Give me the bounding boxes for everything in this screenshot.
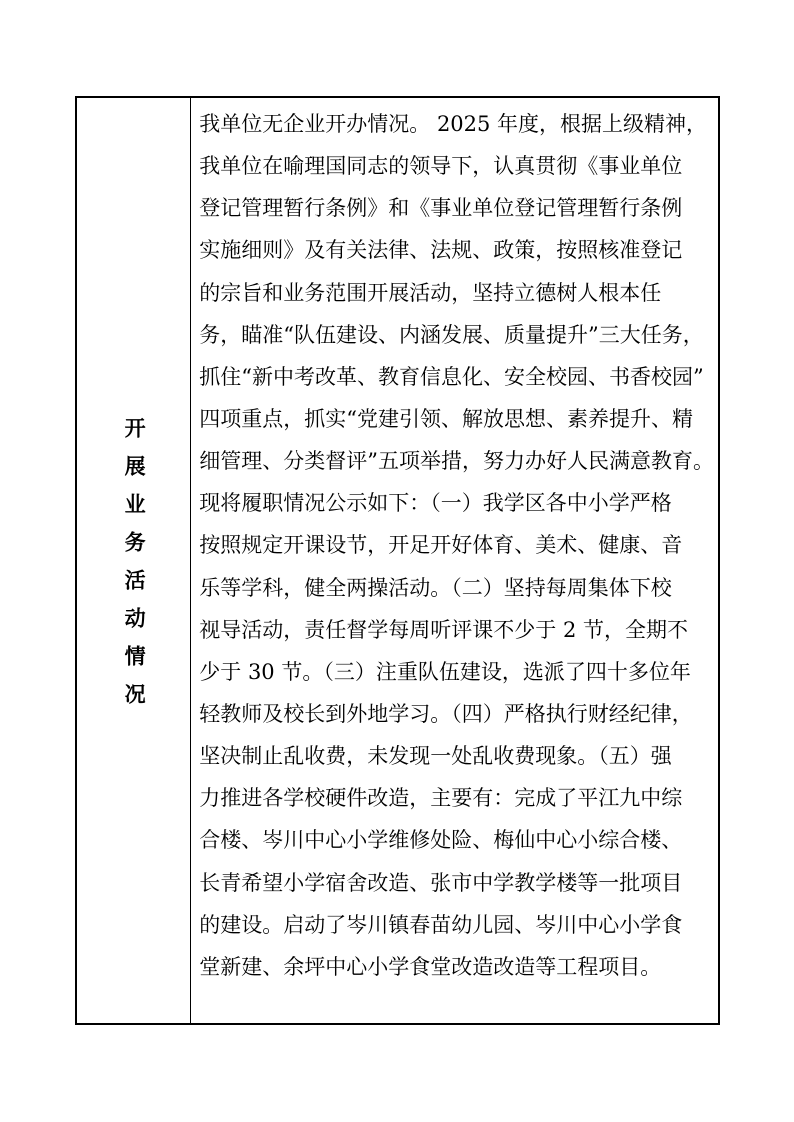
content-line: 我单位无企业开办情况。 2025 年度，根据上级精神， [199,112,708,136]
content-line: 乐等学科，健全两操活动。（二）坚持每周集体下校 [199,575,672,600]
section-label-cell [77,98,191,1023]
content-line: 按照规定开课设节，开足开好体育、美术、健康、音 [199,533,683,558]
content-line: 视导活动，责任督学每周听评课不少于 2 节，全期不 [199,617,688,642]
content-line: 堂新建、余坪中心小学食堂改造改造等工程项目。 [199,954,662,979]
content-line: 现将履职情况公示如下：（一）我学区各中小学严格 [199,491,672,516]
content-line: 实施细则》及有关法律、法规、政策，按照核准登记 [199,238,683,263]
content-line: 四项重点，抓实“党建引领、解放思想、素养提升、精 [199,406,693,431]
content-line: 的建设。启动了岑川镇春苗幼儿园、岑川中心小学食 [199,912,683,937]
content-line: 轻教师及校长到外地学习。（四）严格执行财经纪律， [199,701,693,726]
content-line: 坚决制止乱收费，未发现一处乱收费现象。（五）强 [199,744,672,769]
content-line: 的宗旨和业务范围开展活动，坚持立德树人根本任 [199,280,662,305]
content-line: 力推进各学校硬件改造，主要有：完成了平江九中综 [199,786,683,811]
content-line: 抓住“新中考改革、教育信息化、安全校园、书香校园” [199,364,704,389]
content-line: 长青希望小学宿舍改造、张市中学教学楼等一批项目 [199,870,683,895]
content-line: 登记管理暂行条例》和《事业单位登记管理暂行条例 [199,196,683,221]
content-line: 我单位在喻理国同志的领导下，认真贯彻《事业单位 [199,154,683,179]
content-line: 少于 30 节。（三）注重队伍建设，选派了四十多位年 [199,659,691,684]
section-content-cell [191,98,718,1023]
section-label: 开展业务活动情况 [122,416,147,721]
content-line: 务，瞄准“队伍建设、内涵发展、质量提升”三大任务， [199,322,704,347]
content-line: 细管理、分类督评”五项举措，努力办好人民满意教育。 [199,449,714,474]
activity-report-table [75,96,720,1025]
content-line: 合楼、岑川中心小学维修处险、梅仙中心小综合楼、 [199,828,683,853]
